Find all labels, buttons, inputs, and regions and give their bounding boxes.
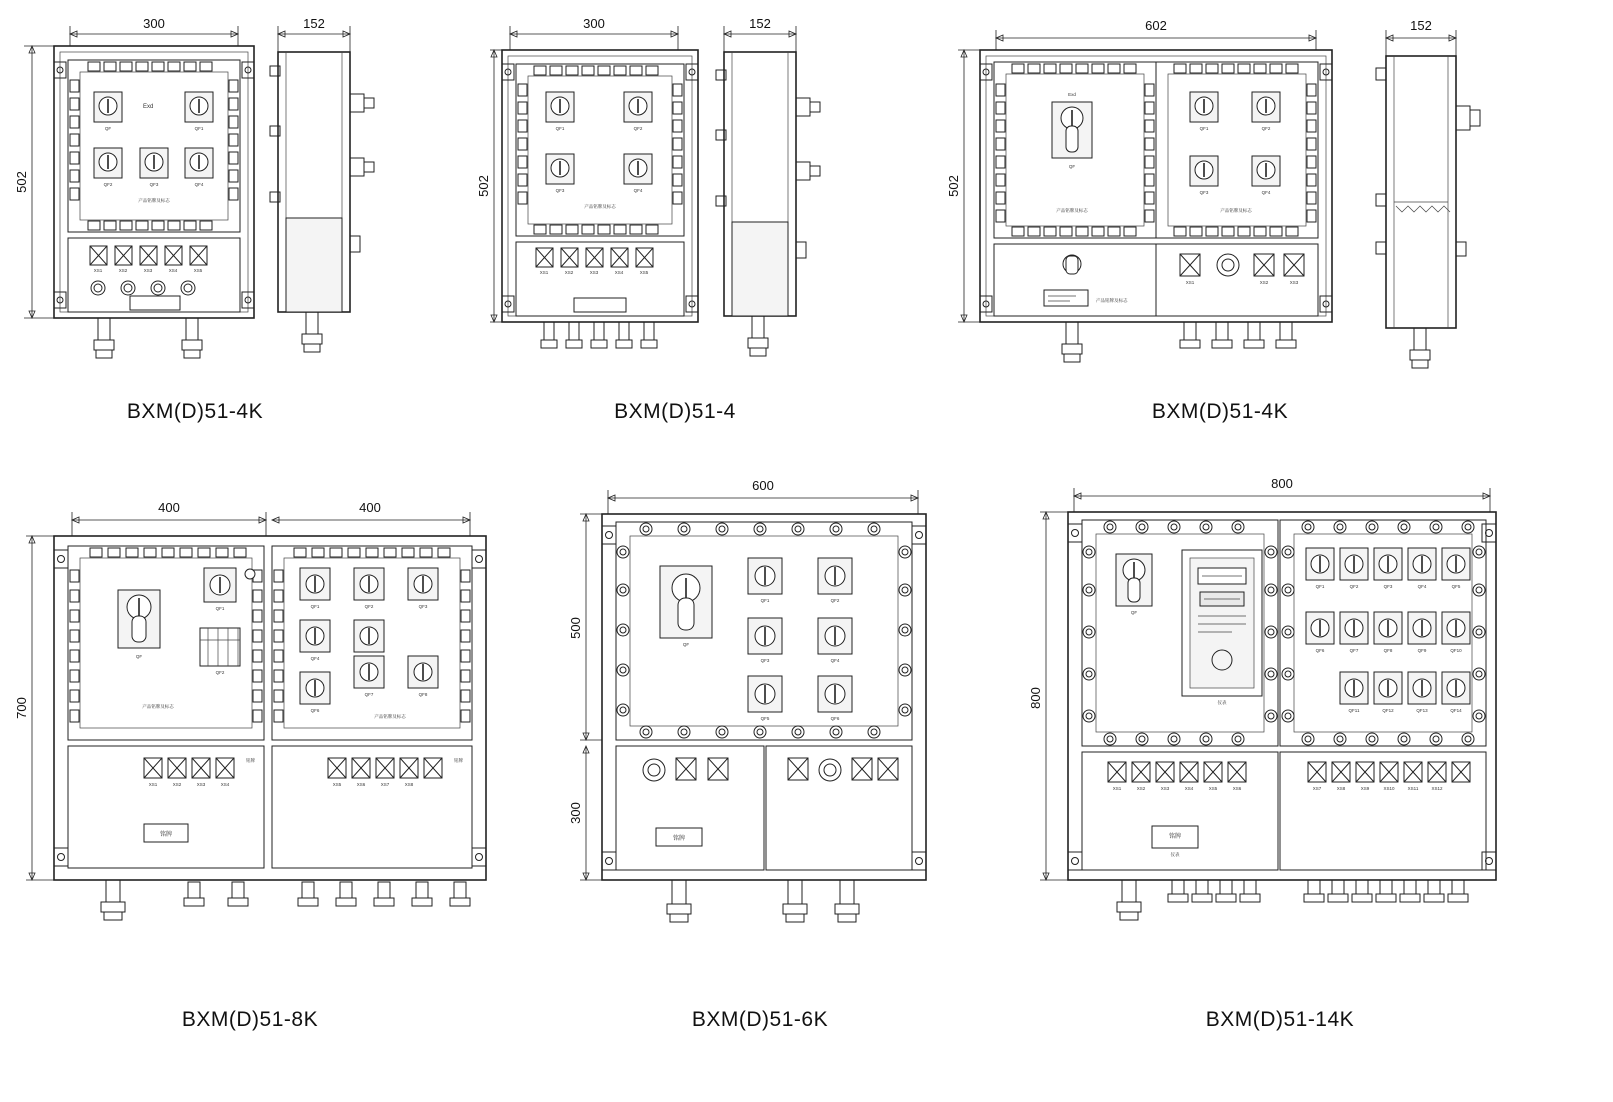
- socket-tag: XS7: [380, 782, 390, 787]
- front-view-enclosure: [602, 514, 926, 922]
- switch-tag: QF2: [830, 598, 840, 603]
- switch-tag: QF3: [149, 182, 159, 187]
- socket-tag: XS2: [1136, 786, 1146, 791]
- socket-tag: XS8: [1336, 786, 1346, 791]
- switch-tag: QF9: [1417, 648, 1427, 653]
- dimension-depth-152: [724, 16, 796, 54]
- switch-tag: QF4: [1261, 190, 1271, 195]
- switch-tag: QF6: [310, 708, 320, 713]
- switch-tag: QF4: [310, 656, 320, 661]
- dimension-height-800: [1028, 512, 1068, 880]
- caption-figure-6: BXM(D)51-14K: [1205, 1008, 1355, 1031]
- component-tag: QF2: [215, 670, 225, 675]
- switch-tag: QF1: [310, 604, 320, 609]
- socket-tag: XS10: [1383, 786, 1395, 791]
- switch-tag: QF14: [1450, 708, 1462, 713]
- switch-tag: QF2: [364, 604, 374, 609]
- caption-figure-4: BXM(D)51-8K: [181, 1008, 319, 1031]
- dim-text-width: 300: [583, 16, 605, 31]
- side-view-enclosure: [716, 52, 820, 356]
- side-view-enclosure: [1376, 56, 1480, 368]
- dimension-height-lower-300: [568, 746, 606, 880]
- switch-tag: QF6: [830, 716, 840, 721]
- socket-tag: XS2: [172, 782, 182, 787]
- dim-text-height: 700: [14, 697, 29, 719]
- nameplate-note: 产品铭牌及标志: [138, 198, 170, 203]
- front-view-enclosure: [54, 46, 254, 358]
- socket-tag: XS7: [1312, 786, 1322, 791]
- figure-bxmd51-4: [476, 6, 860, 386]
- caption-figure-2: BXM(D)51-4: [614, 400, 736, 423]
- front-view-enclosure: [1068, 512, 1496, 920]
- socket-tag: XS8: [404, 782, 414, 787]
- nameplate-note: 产品铭牌及标志: [1056, 208, 1088, 213]
- caption-figure-3: BXM(D)51-4K: [1151, 400, 1289, 423]
- socket-tag: XS6: [356, 782, 366, 787]
- caption-figure-1: BXM(D)51-4K: [126, 400, 264, 423]
- instrument-panel: [1182, 550, 1262, 706]
- switch-tag: QF3: [418, 604, 428, 609]
- dimension-height-502: [14, 46, 58, 318]
- switch-tag: QF1: [215, 606, 225, 611]
- socket-tag: XS4: [614, 270, 624, 275]
- dimension-width-right-400: [272, 500, 470, 540]
- socket-tag: XS5: [639, 270, 649, 275]
- dim-text-height: 800: [1028, 687, 1043, 709]
- switch-tag: QF4: [194, 182, 204, 187]
- socket-tag: XS3: [196, 782, 206, 787]
- switch-tag: QF3: [1383, 584, 1393, 589]
- switch-tag: QF1: [555, 126, 565, 131]
- front-view-enclosure: [980, 50, 1332, 362]
- switch-tag: QF4: [830, 658, 840, 663]
- dimension-depth-152: [278, 16, 350, 54]
- socket-tag: XS5: [332, 782, 342, 787]
- switch-tag: QF1: [1315, 584, 1325, 589]
- figure-bxmd51-14k: [1020, 460, 1540, 980]
- socket-tag: XS1: [93, 268, 103, 273]
- cable-glands: [94, 318, 202, 358]
- socket-tag: XS4: [220, 782, 230, 787]
- switch-tag: QF11: [1348, 708, 1360, 713]
- dimension-height-502: [476, 50, 502, 322]
- socket-tag: XS4: [1184, 786, 1194, 791]
- nameplate-label: 铭牌: [159, 832, 173, 838]
- socket-tag: XS2: [1259, 280, 1269, 285]
- socket-group-label: 铭牌: [246, 758, 255, 763]
- socket-tag: XS4: [168, 268, 178, 273]
- switch-tag: QF: [135, 654, 143, 659]
- dim-text-height: 502: [946, 175, 961, 197]
- switch-tag: QF3: [1199, 190, 1209, 195]
- socket-tag: XS2: [118, 268, 128, 273]
- nameplate-sub: 仪表: [1170, 852, 1180, 857]
- dimension-height-upper-500: [568, 514, 606, 740]
- switch-tag: QF: [104, 126, 112, 131]
- switch-tag: QF4: [1417, 584, 1427, 589]
- socket-tag: XS3: [1289, 280, 1299, 285]
- main-switch: [1116, 554, 1152, 615]
- switch-tag: QF7: [364, 692, 374, 697]
- switch-tag: QF5: [1451, 584, 1461, 589]
- dimension-height-502: [946, 50, 984, 322]
- switch-tag: QF6: [1315, 648, 1325, 653]
- switch-tag: QF7: [1349, 648, 1359, 653]
- dim-text-height-lower: 300: [568, 802, 583, 824]
- side-view-enclosure: [270, 52, 374, 352]
- switch-tag: QF8: [418, 692, 428, 697]
- nameplate-note-2: 产品铭牌及标志: [1220, 208, 1252, 213]
- figure-bxmd51-4k-a: [10, 6, 380, 386]
- switch-tag: QF2: [103, 182, 113, 187]
- switch-tag: QF10: [1450, 648, 1462, 653]
- dim-text-width-left: 400: [158, 500, 180, 515]
- main-switch: [660, 566, 712, 647]
- switch-tag: QF2: [1349, 584, 1359, 589]
- socket-tag: XS2: [564, 270, 574, 275]
- dim-text-width: 800: [1271, 476, 1293, 491]
- dim-text-height: 502: [14, 171, 29, 193]
- switch-tag: QF1: [194, 126, 204, 131]
- dim-text-height-upper: 500: [568, 617, 583, 639]
- cable-glands: [1062, 322, 1296, 362]
- socket-group-label: 铭牌: [454, 758, 463, 763]
- switch-tag: QF3: [760, 658, 770, 663]
- switch-tag: QF3: [555, 188, 565, 193]
- switch-tag: QF8: [1383, 648, 1393, 653]
- switch-tag: QF13: [1416, 708, 1428, 713]
- figure-bxmd51-8k: [10, 480, 510, 970]
- switch-tag: QF: [682, 642, 690, 647]
- cable-glands: [541, 322, 657, 348]
- switch-tag: QF2: [633, 126, 643, 131]
- front-view-enclosure: [502, 50, 698, 348]
- switch-tag: QF2: [1261, 126, 1271, 131]
- dim-text-depth: 152: [749, 16, 771, 31]
- socket-tag: XS1: [1185, 280, 1195, 285]
- dim-text-width-right: 400: [359, 500, 381, 515]
- dimension-depth-152: [1386, 18, 1456, 58]
- socket-tag: XS9: [1360, 786, 1370, 791]
- socket-tag: XS3: [143, 268, 153, 273]
- socket-tag: XS3: [1160, 786, 1170, 791]
- socket-tag: XS6: [1232, 786, 1242, 791]
- socket-tag: XS12: [1431, 786, 1443, 791]
- dim-text-width: 600: [752, 478, 774, 493]
- dim-text-width: 300: [143, 16, 165, 31]
- figure-bxmd51-4k-b: [940, 6, 1500, 386]
- front-view-enclosure: [54, 536, 486, 920]
- socket-tag: XS3: [589, 270, 599, 275]
- socket-tag: XS5: [1208, 786, 1218, 791]
- cable-glands: [101, 880, 470, 920]
- breaker-group-lower: [94, 148, 213, 187]
- main-switch: [1052, 92, 1092, 169]
- dimension-height-700: [14, 536, 54, 880]
- dimension-width-left-400: [72, 500, 266, 540]
- instrument-label: 仪表: [1217, 700, 1227, 705]
- cable-glands: [1117, 880, 1468, 920]
- dim-text-width: 602: [1145, 18, 1167, 33]
- label-exd: Exd: [1068, 92, 1076, 97]
- nameplate-label: 铭牌: [672, 836, 686, 842]
- nameplate-note: 产品铭牌及标志: [584, 204, 616, 209]
- socket-tag: XS1: [148, 782, 158, 787]
- socket-tag: XS1: [1112, 786, 1122, 791]
- socket-tag: XS11: [1407, 786, 1419, 791]
- socket-tag: XS5: [193, 268, 203, 273]
- dim-text-depth: 152: [1410, 18, 1432, 33]
- switch-tag: QF1: [1199, 126, 1209, 131]
- switch-tag: QF: [1068, 164, 1076, 169]
- switch-tag: QF12: [1382, 708, 1394, 713]
- switch-tag: QF5: [760, 716, 770, 721]
- caption-figure-5: BXM(D)51-6K: [691, 1008, 829, 1031]
- nameplate-label: 铭牌: [1168, 834, 1182, 840]
- dim-text-height: 502: [476, 175, 491, 197]
- socket-tag: XS1: [539, 270, 549, 275]
- nameplate-label: 产品铭牌及标志: [1096, 298, 1128, 303]
- switch-tag: QF1: [760, 598, 770, 603]
- cable-glands: [667, 880, 859, 922]
- dim-text-depth: 152: [303, 16, 325, 31]
- switch-tag: QF4: [633, 188, 643, 193]
- nameplate-note: 产品铭牌及标志: [142, 704, 174, 709]
- nameplate-note: 产品铭牌及标志: [374, 714, 406, 719]
- figure-bxmd51-6k: [560, 460, 960, 980]
- switch-tag: QF: [1130, 610, 1138, 615]
- label-exd: Exd: [143, 104, 154, 110]
